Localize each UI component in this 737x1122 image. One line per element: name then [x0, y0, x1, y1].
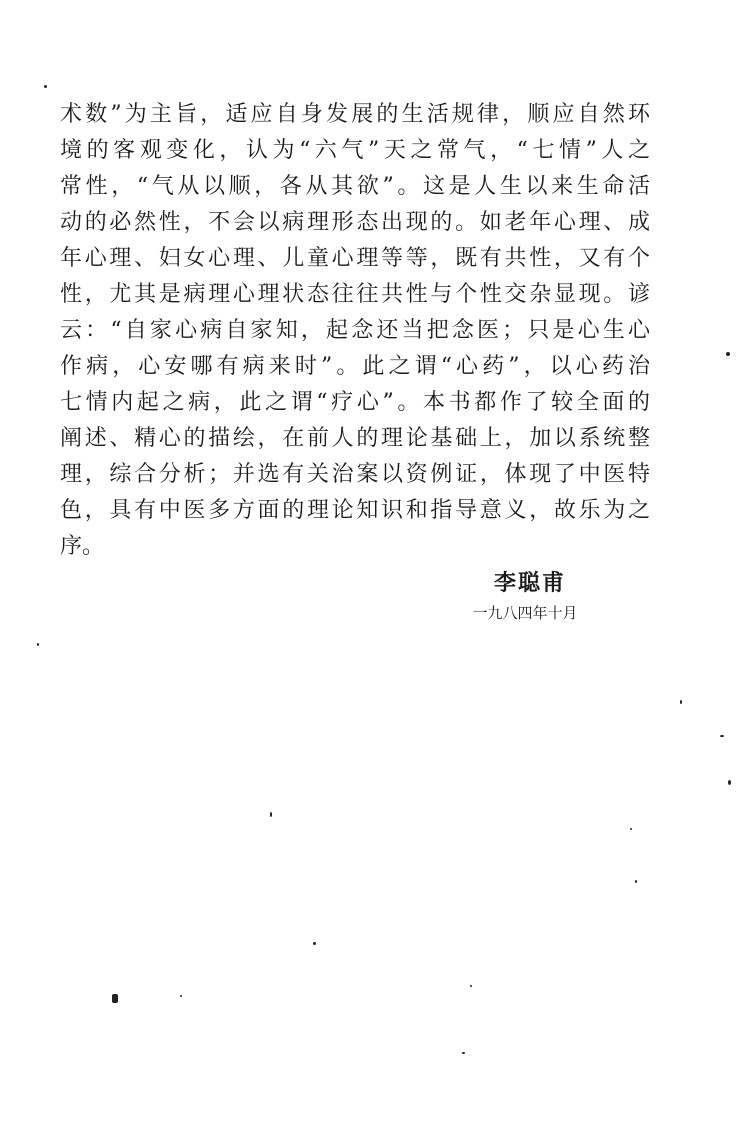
text-line: 七情内起之病，此之谓“疗心”。本书都作了较全面的 [60, 390, 650, 415]
date-line: 一九八四年十月 [472, 604, 578, 622]
scan-speck [728, 780, 731, 785]
text-line: 序。 [60, 534, 105, 559]
scan-speck [680, 700, 682, 704]
text-line: 年心理、妇女心理、儿童心理等等，既有共性，又有个 [60, 246, 650, 271]
preface-text-block [60, 97, 650, 565]
author-signature: 李聪甫 [493, 571, 566, 596]
scan-speck [462, 1052, 465, 1054]
scan-speck [44, 85, 47, 88]
text-line: 术数”为主旨，适应自身发展的生活规律，顺应自然环 [60, 102, 650, 127]
scan-speck [37, 643, 39, 646]
text-line: 阐述、精心的描绘，在前人的理论基础上，加以系统整 [60, 426, 650, 451]
text-line: 云：“自家心病自家知，起念还当把念医；只是心生心 [60, 318, 650, 343]
scan-speck [720, 735, 724, 737]
text-line: 动的必然性，不会以病理形态出现的。如老年心理、成 [60, 210, 650, 235]
text-line: 常性，“气从以顺，各从其欲”。这是人生以来生命活 [60, 174, 650, 199]
scan-speck [470, 985, 472, 987]
scan-speck [180, 995, 182, 997]
scan-speck [726, 352, 730, 356]
scan-speck [313, 942, 316, 945]
text-line: 性，尤其是病理心理状态往往共性与个性交杂显现。谚 [60, 282, 650, 307]
text-line: 作病，心安哪有病来时”。此之谓“心药”，以心药治 [60, 354, 650, 379]
scan-speck [635, 880, 637, 883]
text-line: 理，综合分析；并选有关治案以资例证，体现了中医特 [60, 462, 650, 487]
scan-speck [270, 812, 272, 817]
scan-speck [112, 994, 118, 1003]
scan-speck [630, 828, 632, 830]
text-line: 境的客观变化，认为“六气”天之常气，“七情”人之 [60, 138, 650, 163]
text-line: 色，具有中医多方面的理论知识和指导意义，故乐为之 [60, 498, 650, 523]
